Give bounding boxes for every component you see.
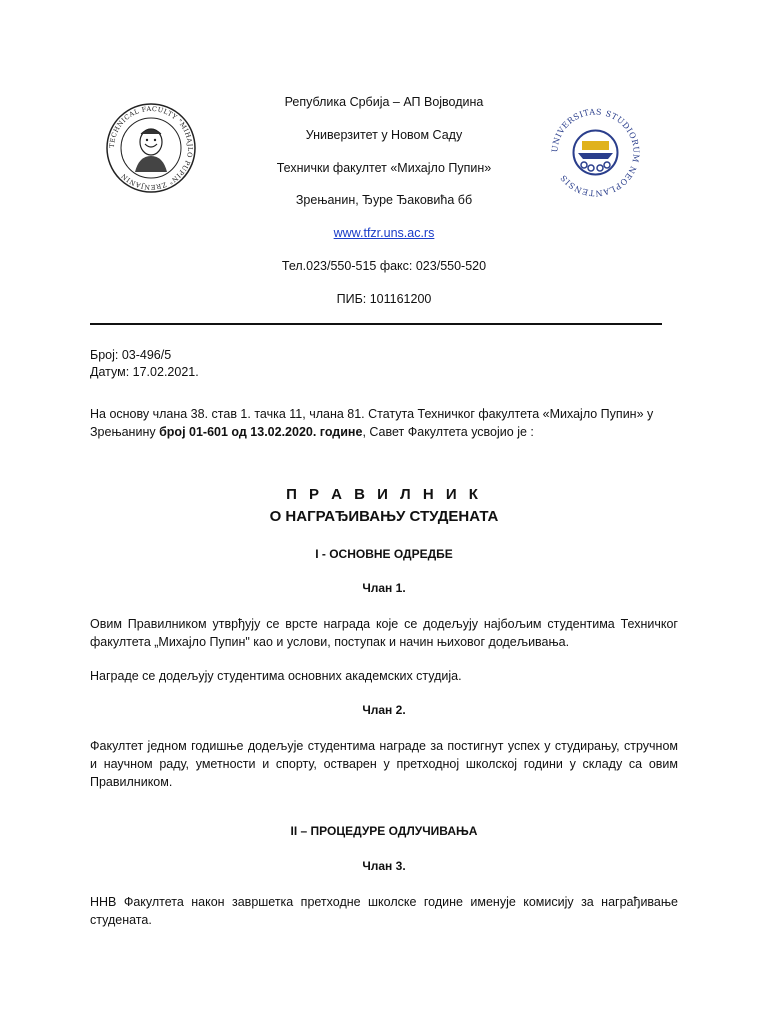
header-website-row [0,226,768,240]
faculty-seal-logo [105,102,197,194]
intro-text-2: , Савет Факултета усвојио је : [362,425,534,439]
header-pib: ПИБ: 101161200 [336,292,432,306]
document-date: Датум: 17.02.2021. [90,365,199,379]
svg-text:UNIVERSITAS STUDIORUM NEOPLANT: UNIVERSITAS STUDIORUM NEOPLANTENSIS [550,107,641,198]
section-2-heading: II – ПРОЦЕДУРЕ ОДЛУЧИВАЊА [290,824,478,838]
article-2-paragraph-1: Факултет једном годишње додељује студентима награде за постигнут успех у студирању, стручном и научном раду, уметности и спорту, остварен у претходној школској години у складу са овим Правилником. [90,739,678,789]
svg-text:TECHNICAL FACULTY "MIHAJLO PUP: TECHNICAL FACULTY "MIHAJLO PUPIN" ZRENJANIN [107,104,195,192]
header-address: Зрењанин, Ђуре Ђаковића бб [295,193,473,207]
header-divider [90,323,662,325]
website-link[interactable]: www.tfzr.uns.ac.rs [333,226,435,240]
article-1-paragraph-1: Овим Правилником утврђују се врсте награда које се додељују најбољим студентима Техничког факултета „Михајло Пупин" као и услови, поступак и начин њиховог додељивања. [90,617,678,649]
header-university: Универзитет у Новом Саду [305,128,463,142]
article-1-paragraph-2: Награде се додељују студентима основних академских студија. [90,669,462,683]
intro-paragraph [90,405,678,441]
article-3-paragraph-1: ННВ Факултета након завршетка претходне школске године именује комисију за награђивање студената. [90,895,678,927]
university-seal-logo [548,105,643,200]
document-number: Број: 03-496/5 [90,348,172,362]
header-faculty: Технички факултет «Михајло Пупин» [276,161,492,175]
header-phone: Тел.023/550-515 факс: 023/550-520 [281,259,487,273]
document-subtitle: О НАГРАЂИВАЊУ СТУДЕНАТА [269,508,499,525]
article-2-heading: Члан 2. [362,703,406,717]
intro-bold-reference: број 01-601 од 13.02.2020. године [159,425,363,439]
intro-text-1: На основу члана 38. став 1. тачка 11, члана 81. Статута Техничког факултета «Михајло Пупин» у Зрењанину [90,407,654,439]
article-1-heading: Члан 1. [362,581,406,595]
article-3-heading: Члан 3. [362,859,406,873]
section-1-heading: I - ОСНОВНЕ ОДРЕДБЕ [315,547,453,561]
document-title: П Р А В И Л Н И К [286,486,482,503]
header-country: Република Србија – АП Војводина [284,95,484,109]
